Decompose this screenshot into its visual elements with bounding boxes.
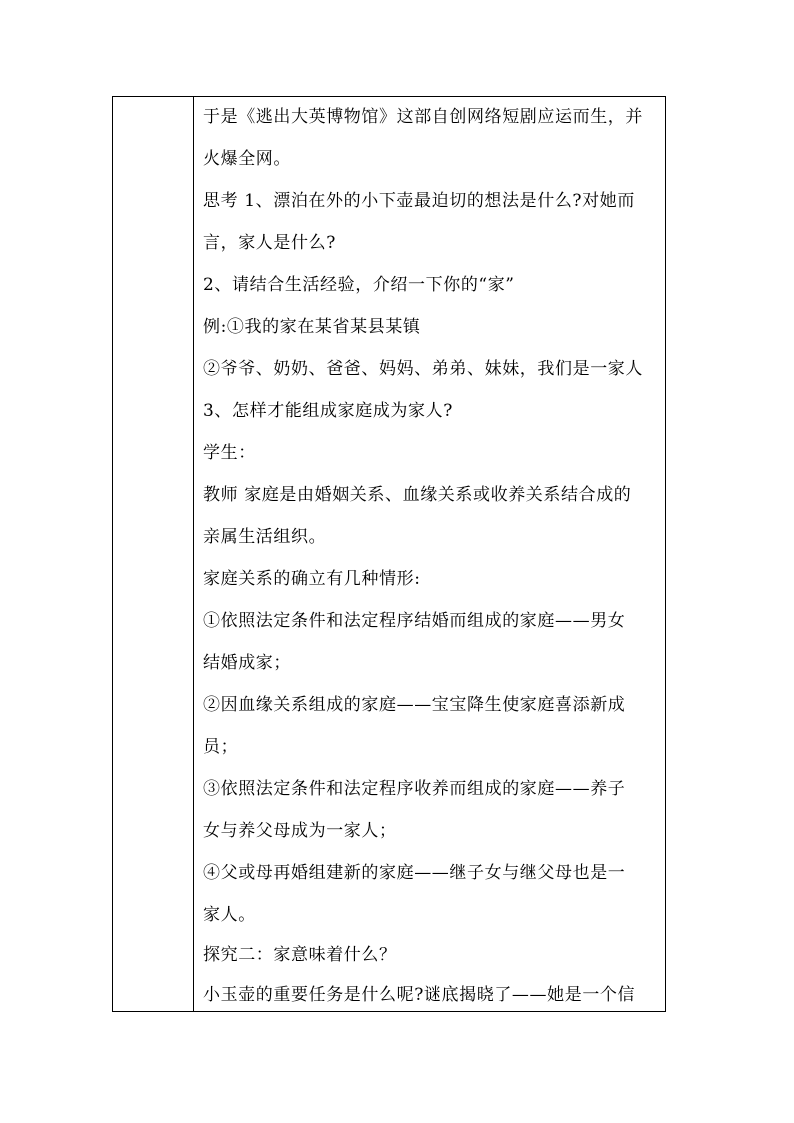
- text-line: ④父或母再婚组建新的家庭——继子女与继父母也是一: [203, 863, 626, 883]
- text-line: ③依照法定条件和法定程序收养而组成的家庭——养子: [203, 779, 626, 799]
- text-line: 女与养父母成为一家人；: [203, 821, 397, 841]
- text-line: ①依照法定条件和法定程序结婚而组成的家庭——男女: [203, 611, 626, 631]
- text-line: 3、怎样才能组成家庭成为家人?: [203, 401, 453, 421]
- text-line: 言，家人是什么?: [203, 233, 336, 253]
- text-line: 家人。: [203, 905, 256, 925]
- text-line: ②爷爷、奶奶、爸爸、妈妈、弟弟、妹妹，我们是一家人: [203, 359, 643, 379]
- text-line: 2、请结合生活经验，介绍一下你的“家”: [203, 275, 515, 295]
- text-line: 火爆全网。: [203, 149, 291, 169]
- table-content-column: [194, 97, 665, 1011]
- text-line: ②因血缘关系组成的家庭——宝宝降生使家庭喜添新成: [203, 695, 626, 715]
- text-line: 家庭关系的确立有几种情形:: [203, 569, 421, 589]
- text-line: 例:①我的家在某省某县某镇: [203, 317, 421, 337]
- table-left-column: [113, 97, 194, 1011]
- text-line: 小玉壶的重要任务是什么呢?谜底揭晓了——她是一个信: [203, 985, 636, 1005]
- text-line: 教师 家庭是由婚姻关系、血缘关系或收养关系结合成的: [203, 485, 632, 505]
- text-line: 结婚成家；: [203, 653, 291, 673]
- lesson-table: [112, 96, 666, 1012]
- text-line: 于是《逃出大英博物馆》这部自创网络短剧应运而生，并: [203, 107, 643, 127]
- text-line: 学生：: [203, 443, 256, 463]
- text-line: 亲属生活组织。: [203, 527, 327, 547]
- text-line: 探究二：家意味着什么？: [203, 945, 397, 965]
- text-line: 员；: [203, 737, 239, 757]
- text-line: 思考 1、漂泊在外的小下壶最迫切的想法是什么?对她而: [203, 191, 635, 211]
